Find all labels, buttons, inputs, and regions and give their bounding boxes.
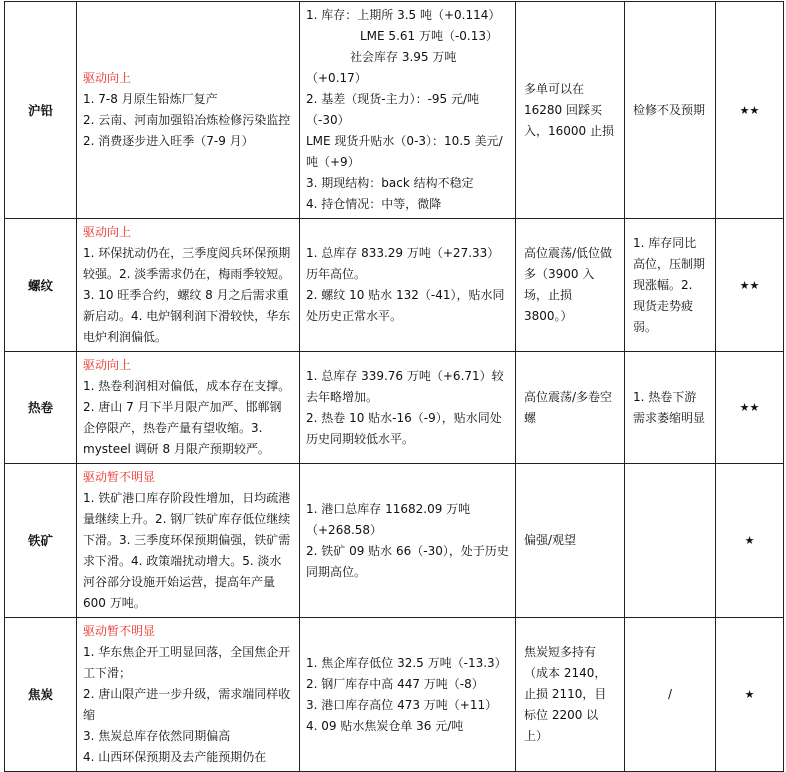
commodity-name: 热卷: [5, 352, 77, 464]
driver-line: 4. 山西环保预期及去产能预期仍在: [83, 750, 267, 764]
driver-line: 2. 云南、河南加强铅冶炼检修污染监控: [83, 113, 291, 127]
risk-cell: 1. 热卷下游需求萎缩明显: [625, 352, 716, 464]
commodity-name: 铁矿: [5, 464, 77, 618]
commodity-strategy-table: [4, 1, 784, 772]
fundamental-line: 1. 库存：上期所 3.5 吨（+0.114）: [306, 8, 501, 22]
drive-direction: 驱动向上: [83, 225, 132, 239]
fundamental-line: 2. 铁矿 09 贴水 66（-30），处于历史同期高位。: [306, 543, 509, 579]
fundamental-line: 3. 期现结构：back 结构不稳定: [306, 176, 474, 190]
table-row: [5, 464, 784, 618]
drive-direction: 驱动暂不明显: [83, 470, 156, 484]
fundamental-line: 1. 总库存 339.76 万吨（+6.71）较去年略增加。: [306, 368, 504, 404]
risk-cell: 检修不及预期: [625, 2, 716, 219]
rating-stars: ★★: [716, 219, 784, 352]
drive-direction: 驱动向上: [83, 358, 132, 372]
drivers-cell: [77, 618, 300, 772]
fundamental-line: 1. 焦企库存低位 32.5 万吨（-13.3）: [306, 655, 507, 670]
risk-cell: /: [625, 618, 716, 772]
fundamentals-cell: [300, 2, 516, 219]
fundamental-line: 社会库存 3.95 万吨: [350, 50, 457, 64]
risk-cell: 1. 库存同比高位，压制期现涨幅。2. 现货走势疲弱。: [625, 219, 716, 352]
fundamental-line: （+0.17）: [306, 71, 367, 85]
fundamentals-cell: [300, 464, 516, 618]
strategy-cell: 偏强/观望: [516, 464, 625, 618]
driver-line: 2. 消费逐步进入旺季（7-9 月）: [83, 134, 254, 148]
driver-line: 1. 热卷利润相对偏低，成本存在支撑。2. 唐山 7 月下半月限产加严、邯郸钢企停限产，热卷产量有望收缩。3. mysteel 调研 8 月限产预期较严。: [83, 379, 291, 456]
drivers-cell: [77, 2, 300, 219]
driver-line: 1. 华东焦企开工明显回落，全国焦企开工下滑；: [83, 645, 291, 680]
strategy-cell: 焦炭短多持有（成本 2140，止损 2110，目标位 2200 以上）: [516, 618, 625, 772]
driver-line: 2. 唐山限产进一步升级，需求端同样收缩: [83, 687, 291, 722]
strategy-cell: 多单可以在 16280 回踩买入，16000 止损: [516, 2, 625, 219]
fundamental-line: 1. 总库存 833.29 万吨（+27.33）历年高位。: [306, 246, 500, 281]
fundamental-line: 2. 热卷 10 贴水-16（-9），贴水同处历史同期较低水平。: [306, 410, 502, 446]
driver-line: 1. 7-8 月原生铅炼厂复产: [83, 92, 218, 106]
fundamentals-cell: [300, 352, 516, 464]
fundamental-line: 4. 持仓情况：中等，微降: [306, 197, 442, 211]
rating-stars: ★★: [716, 352, 784, 464]
commodity-name: 焦炭: [5, 618, 77, 772]
fundamentals-cell: [300, 618, 516, 772]
rating-stars: ★★: [716, 2, 784, 219]
table-row: [5, 618, 784, 772]
fundamental-line: LME 现货升贴水（0-3）：10.5 美元/吨（+9）: [306, 134, 503, 169]
rating-stars: ★: [716, 464, 784, 618]
rating-stars: ★: [716, 618, 784, 772]
fundamental-line: 4. 09 贴水焦炭仓单 36 元/吨: [306, 718, 464, 733]
table-row: [5, 2, 784, 219]
driver-line: 1. 铁矿港口库存阶段性增加，日均疏港量继续上升。2. 钢厂铁矿库存低位继续下滑。3. 三季度环保预期偏强，铁矿需求下滑。4. 政策端扰动增大。5. 淡水河谷部分设施开始运营，提高年产量 600 万吨。: [83, 491, 291, 610]
fundamental-line: 1. 港口总库存 11682.09 万吨（+268.58）: [306, 501, 471, 537]
table-row: [5, 219, 784, 352]
fundamental-line: 2. 螺纹 10 贴水 132（-41），贴水同处历史正常水平。: [306, 288, 505, 323]
drivers-cell: [77, 464, 300, 618]
fundamental-line: 2. 钢厂库存中高 447 万吨（-8）: [306, 676, 484, 691]
table-row: [5, 352, 784, 464]
fundamental-line: 3. 港口库存高位 473 万吨（+11）: [306, 697, 498, 712]
fundamental-line: LME 5.61 万吨（-0.13）: [360, 29, 499, 43]
risk-cell: [625, 464, 716, 618]
drive-direction: 驱动暂不明显: [83, 624, 156, 638]
fundamentals-cell: [300, 219, 516, 352]
strategy-cell: 高位震荡/多卷空螺: [516, 352, 625, 464]
drivers-cell: [77, 352, 300, 464]
drive-direction: 驱动向上: [83, 71, 132, 85]
drivers-cell: [77, 219, 300, 352]
strategy-cell: 高位震荡/低位做多（3900 入场，止损 3800。）: [516, 219, 625, 352]
commodity-name: 螺纹: [5, 219, 77, 352]
commodity-name: 沪铅: [5, 2, 77, 219]
driver-line: 3. 焦炭总库存依然同期偏高: [83, 729, 231, 743]
fundamental-line: 2. 基差（现货-主力）：-95 元/吨（-30）: [306, 92, 480, 127]
driver-line: 1. 环保扰动仍在，三季度阅兵环保预期较强。2. 淡季需求仍在，梅雨季较短。3. 10 旺季合约，螺纹 8 月之后需求重新启动。4. 电炉钢利润下滑较快，华东电炉利润偏低。: [83, 246, 291, 344]
